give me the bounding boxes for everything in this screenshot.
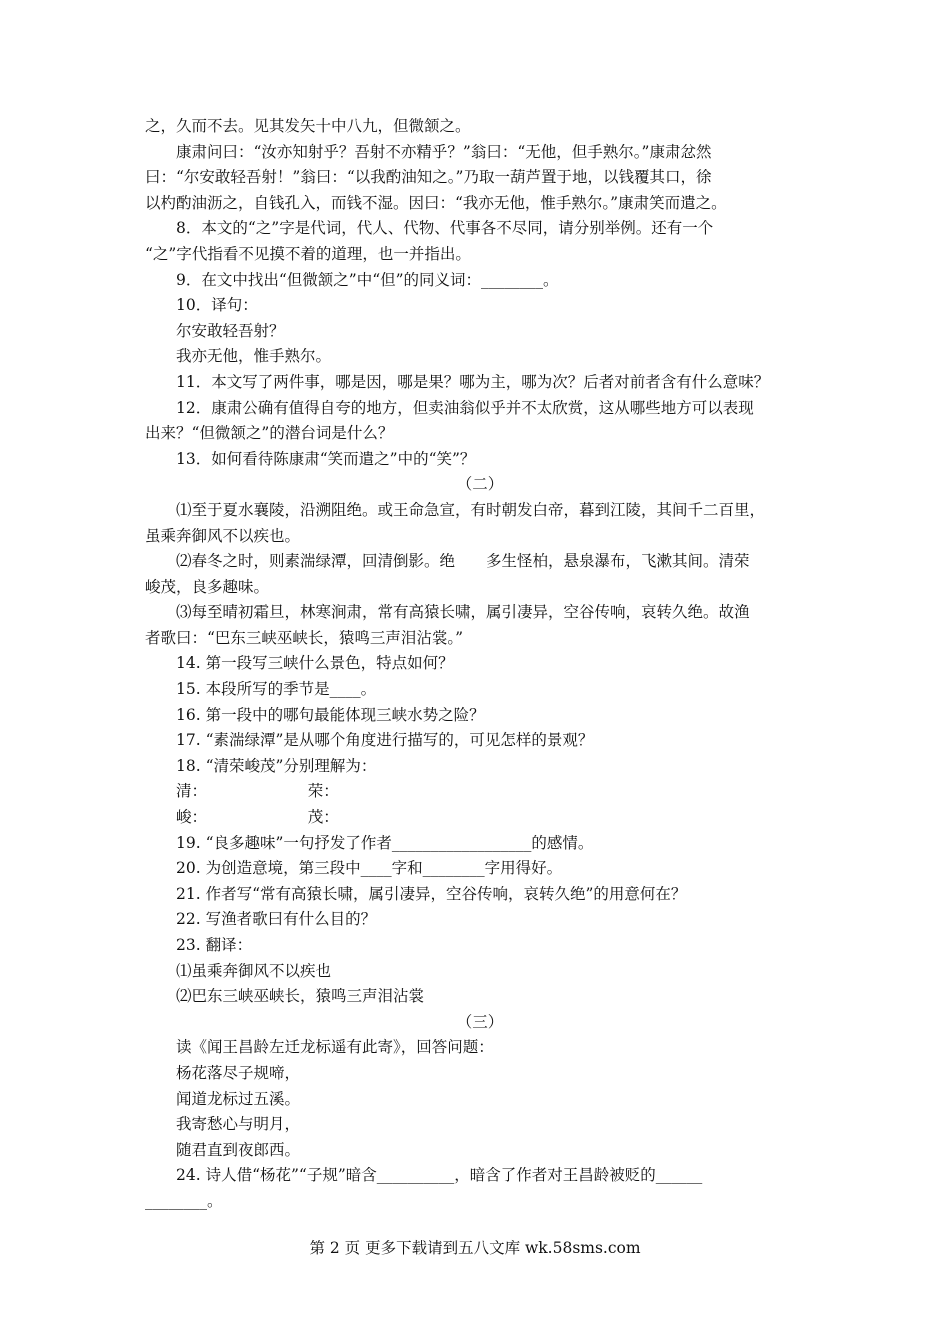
text-line: 我寄愁心与明月， (176, 1115, 301, 1134)
text-line: 峻： 茂： (176, 808, 339, 827)
text-line: 11．本文写了两件事，哪是因，哪是果？哪为主，哪为次？后者对前者含有什么意味？ (176, 372, 770, 391)
text-line: 13．如何看待陈康肃“笑而遣之”中的“笑”？ (176, 449, 476, 468)
text-line: 21. 作者写“常有高猿长啸，属引凄异，空谷传响，哀转久绝”的用意何在？ (176, 884, 687, 903)
text-line: 康肃问曰：“汝亦知射乎？吾射不亦精乎？”翁曰：“无他，但手熟尔。”康肃忿然 (176, 142, 712, 161)
text-line: 读《闻王昌龄左迁龙标遥有此寄》，回答问题： (176, 1038, 494, 1057)
text-line: 我亦无他，惟手熟尔。 (176, 347, 332, 366)
text-line: 19. “良多趣味”一句抒发了作者__________________的感情。 (176, 833, 594, 852)
text-line: 尔安敢轻吾射？ (176, 321, 285, 340)
text-line: 峻茂，良多趣味。 (145, 577, 270, 596)
text-line: 15. 本段所写的季节是____。 (176, 680, 377, 699)
text-line: 12．康肃公确有值得自夸的地方，但卖油翁似乎并不太欣赏，这从哪些地方可以表现 (176, 398, 754, 417)
text-line: “之”字代指看不见摸不着的道理，也一并指出。 (145, 244, 471, 263)
text-line: ⑵巴东三峡巫峡长，猿鸣三声泪沾裳 (176, 987, 425, 1006)
text-line: 以杓酌油沥之，自钱孔入，而钱不湿。因曰：“我亦无他，惟手熟尔。”康肃笑而遣之。 (145, 193, 727, 212)
text-line: 16. 第一段中的哪句最能体现三峡水势之险？ (176, 705, 485, 724)
section-heading: （二） (456, 475, 504, 494)
text-line: 8．本文的“之”字是代词，代人、代物、代事各不尽同，请分别举例。还有一个 (176, 219, 714, 238)
text-line: 者歌曰：“巴东三峡巫峡长，猿鸣三声泪沾裳。” (145, 628, 464, 647)
text-line: 17. “素湍绿潭”是从哪个角度进行描写的，可见怎样的景观？ (176, 731, 594, 750)
text-line: 出来？“但微颔之”的潜台词是什么？ (145, 424, 394, 443)
text-line: 随君直到夜郎西。 (176, 1140, 301, 1159)
text-line: ⑶每至晴初霜旦，林寒涧肃，常有高猿长啸，属引凄异，空谷传响，哀转久绝。故渔 (176, 603, 750, 622)
page-footer: 第 2 页 更多下载请到五八文库 wk.58sms.com (309, 1239, 641, 1257)
text-line: ⑴虽乘奔御风不以疾也 (176, 961, 332, 980)
text-line: 20. 为创造意境，第三段中____字和________字用得好。 (176, 859, 563, 878)
text-line: 曰：“尔安敢轻吾射！”翁曰：“以我酌油知之。”乃取一葫芦置于地，以钱覆其口，徐 (145, 168, 712, 187)
text-line: 清： 荣： (176, 782, 339, 801)
text-line: 14. 第一段写三峡什么景色，特点如何？ (176, 654, 454, 673)
text-line: 10．译句： (176, 296, 258, 315)
text-line: 24. 诗人借“杨花”“子规”暗含__________，暗含了作者对王昌龄被贬的______ (176, 1166, 703, 1185)
text-line: ⑴至于夏水襄陵，沿溯阻绝。或王命急宣，有时朝发白帝，暮到江陵，其间千二百里， (176, 500, 766, 519)
text-line: 18. “清荣峻茂”分别理解为： (176, 756, 377, 775)
text-line: 23. 翻译： (176, 936, 253, 954)
text-line: 之，久而不去。见其发矢十中八九，但微颔之。 (145, 117, 471, 135)
document-body (145, 114, 815, 1215)
text-line: ________。 (145, 1191, 223, 1210)
text-line: 虽乘奔御风不以疾也。 (145, 526, 301, 545)
text-line: 杨花落尽子规啼， (176, 1063, 301, 1082)
text-line: 闻道龙标过五溪。 (176, 1089, 301, 1108)
text-line: 9．在文中找出“但微颔之”中“但”的同义词：________。 (176, 270, 559, 289)
section-heading: （三） (456, 1012, 504, 1031)
text-line: ⑵春冬之时，则素湍绿潭，回清倒影。绝 多生怪柏，悬泉瀑布，飞漱其间。清荣 (176, 552, 750, 571)
text-line: 22. 写渔者歌曰有什么目的？ (176, 910, 377, 929)
